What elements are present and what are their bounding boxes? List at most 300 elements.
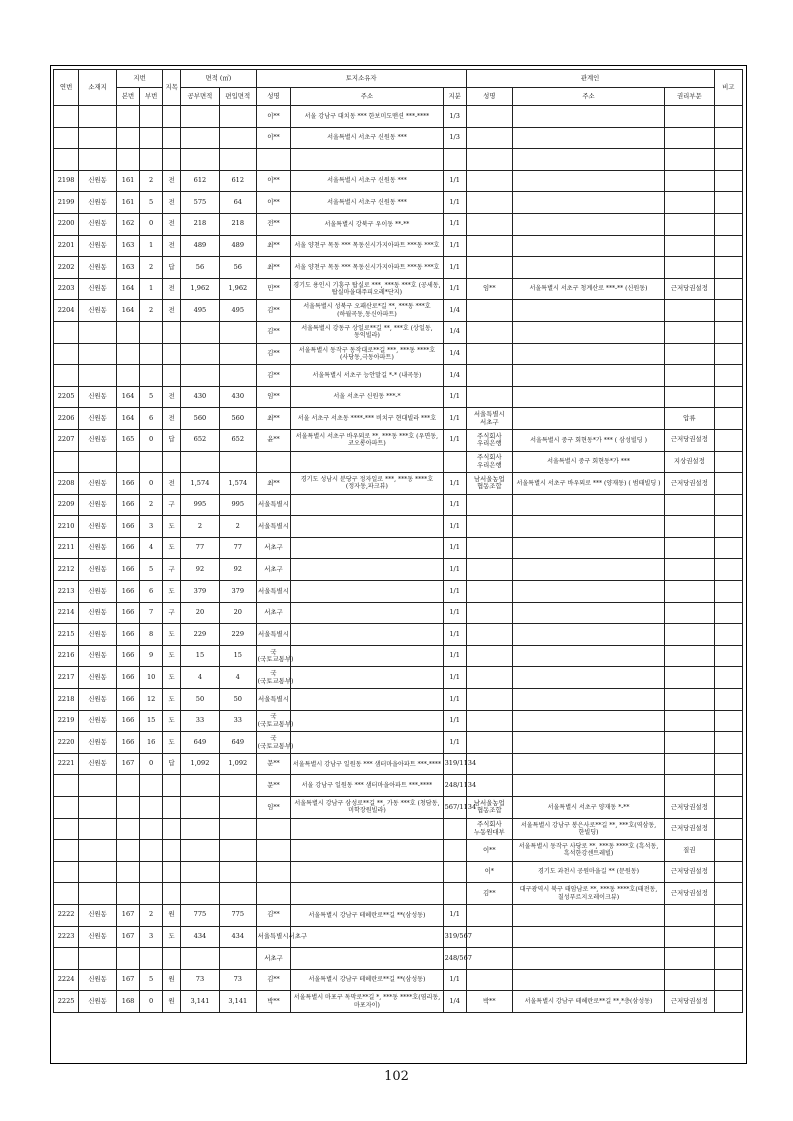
cell-party-address [512, 732, 664, 754]
cell-owner-name: 임** [256, 386, 291, 408]
cell-lot-main: 166 [117, 516, 140, 538]
cell-party-name [466, 386, 512, 408]
cell-land-category: 도 [163, 537, 181, 559]
cell-land-category [163, 321, 181, 343]
cell-remarks [714, 127, 742, 149]
cell-party-right [665, 904, 714, 926]
cell-remarks [714, 559, 742, 581]
cell-remarks [714, 408, 742, 430]
cell-lot-sub: 5 [140, 969, 163, 991]
table-row [54, 645, 743, 667]
table-row [54, 667, 743, 689]
cell-land-category [163, 149, 181, 171]
cell-lot-main: 166 [117, 624, 140, 646]
table-row [54, 386, 743, 408]
cell-land-category: 답 [163, 429, 181, 451]
cell-owner-name: 국(국토교통부) [256, 710, 291, 732]
table-row [54, 581, 743, 603]
cell-owner-address [291, 732, 443, 754]
cell-area-incorporated: 489 [219, 235, 256, 257]
cell-share: 1/4 [443, 343, 466, 365]
cell-area-official [181, 861, 220, 883]
cell-party-right [665, 537, 714, 559]
cell-land-category: 전 [163, 300, 181, 322]
cell-owner-address [291, 689, 443, 711]
header-area: 면적 (㎡) [181, 70, 257, 88]
cell-land-category: 구 [163, 494, 181, 516]
cell-area-official: 1,962 [181, 278, 220, 300]
header-serial: 연번 [54, 70, 79, 106]
cell-land-category [163, 883, 181, 905]
table-row [54, 818, 743, 840]
cell-area-incorporated [219, 797, 256, 819]
cell-party-address [512, 537, 664, 559]
cell-party-right [665, 624, 714, 646]
cell-serial: 2200 [54, 213, 79, 235]
cell-party-name: 주식회사 우리은행 [466, 451, 512, 473]
page-number: 102 [384, 1069, 409, 1084]
cell-area-incorporated: 33 [219, 710, 256, 732]
cell-party-address [512, 904, 664, 926]
cell-area-incorporated [219, 861, 256, 883]
cell-location: 신원동 [79, 753, 117, 775]
cell-lot-sub: 0 [140, 473, 163, 495]
cell-lot-sub [140, 797, 163, 819]
cell-lot-main: 166 [117, 581, 140, 603]
table-row [54, 732, 743, 754]
cell-location [79, 149, 117, 171]
cell-lot-main [117, 775, 140, 797]
cell-land-category: 답 [163, 753, 181, 775]
cell-lot-sub: 10 [140, 667, 163, 689]
cell-party-right [665, 926, 714, 948]
cell-share: 1/4 [443, 991, 466, 1013]
cell-lot-main [117, 127, 140, 149]
cell-remarks [714, 192, 742, 214]
cell-location: 신원동 [79, 689, 117, 711]
cell-area-incorporated: 64 [219, 192, 256, 214]
cell-remarks [714, 883, 742, 905]
cell-area-incorporated: 15 [219, 645, 256, 667]
cell-area-official [181, 106, 220, 128]
cell-area-official: 652 [181, 429, 220, 451]
cell-share: 1/1 [443, 494, 466, 516]
cell-lot-sub: 0 [140, 429, 163, 451]
cell-remarks [714, 904, 742, 926]
cell-land-category: 도 [163, 689, 181, 711]
cell-party-name [466, 106, 512, 128]
cell-share: 1/1 [443, 278, 466, 300]
cell-party-right [665, 581, 714, 603]
cell-owner-name: 김** [256, 904, 291, 926]
cell-location [79, 948, 117, 970]
cell-land-category: 도 [163, 624, 181, 646]
header-area-official: 공부면적 [181, 88, 220, 106]
cell-owner-address: 서울특별시 서초구 신원동 *** [291, 192, 443, 214]
cell-owner-address [291, 516, 443, 538]
cell-party-address: 서울특별시 중구 회현동*가 *** ( 삼성빌딩 ) [512, 429, 664, 451]
cell-party-right [665, 127, 714, 149]
cell-owner-name: 김** [256, 300, 291, 322]
header-party-name: 성명 [466, 88, 512, 106]
cell-remarks [714, 278, 742, 300]
cell-remarks [714, 149, 742, 171]
cell-area-official: 20 [181, 602, 220, 624]
cell-share: 1/4 [443, 300, 466, 322]
cell-share [443, 149, 466, 171]
cell-owner-address: 서울특별시 강남구 삼성로**길 **, 가동 ***호 (청담동,미학장원빌라) [291, 797, 443, 819]
cell-area-incorporated [219, 106, 256, 128]
cell-location: 신원동 [79, 559, 117, 581]
cell-serial: 2219 [54, 710, 79, 732]
cell-land-category: 전 [163, 473, 181, 495]
cell-land-category: 도 [163, 732, 181, 754]
cell-area-incorporated: 1,962 [219, 278, 256, 300]
cell-party-name: 박** [466, 991, 512, 1013]
cell-location [79, 775, 117, 797]
cell-owner-address [291, 451, 443, 473]
cell-party-right: 압류 [665, 408, 714, 430]
cell-area-incorporated: 652 [219, 429, 256, 451]
cell-land-category [163, 775, 181, 797]
cell-land-category [163, 948, 181, 970]
cell-owner-name [256, 840, 291, 862]
cell-lot-main [117, 365, 140, 387]
cell-area-official: 560 [181, 408, 220, 430]
cell-party-address [512, 969, 664, 991]
cell-location [79, 343, 117, 365]
cell-owner-name: 이** [256, 127, 291, 149]
cell-share: 1/1 [443, 732, 466, 754]
cell-lot-sub: 0 [140, 991, 163, 1013]
cell-remarks [714, 494, 742, 516]
table-row [54, 494, 743, 516]
cell-share: 1/1 [443, 213, 466, 235]
cell-party-address [512, 948, 664, 970]
cell-party-name [466, 645, 512, 667]
cell-lot-main [117, 883, 140, 905]
cell-lot-main [117, 797, 140, 819]
cell-party-right: 근저당권설정 [665, 429, 714, 451]
header-lot: 지번 [117, 70, 163, 88]
cell-location [79, 127, 117, 149]
cell-party-address [512, 365, 664, 387]
cell-share: 1/1 [443, 904, 466, 926]
cell-serial [54, 948, 79, 970]
cell-owner-address [291, 926, 443, 948]
cell-remarks [714, 991, 742, 1013]
cell-location [79, 106, 117, 128]
cell-area-incorporated [219, 948, 256, 970]
cell-area-incorporated [219, 321, 256, 343]
cell-lot-main [117, 948, 140, 970]
cell-lot-main [117, 840, 140, 862]
cell-area-official [181, 883, 220, 905]
cell-area-official: 50 [181, 689, 220, 711]
cell-location: 신원동 [79, 926, 117, 948]
cell-area-incorporated: 218 [219, 213, 256, 235]
cell-party-name [466, 343, 512, 365]
cell-serial [54, 149, 79, 171]
cell-location: 신원동 [79, 213, 117, 235]
table-row [54, 991, 743, 1013]
cell-lot-sub: 2 [140, 904, 163, 926]
cell-party-name [466, 300, 512, 322]
cell-serial: 2212 [54, 559, 79, 581]
cell-owner-name: 이** [256, 170, 291, 192]
cell-owner-name: 최** [256, 235, 291, 257]
cell-land-category: 전 [163, 170, 181, 192]
cell-land-category [163, 343, 181, 365]
cell-party-name [466, 257, 512, 279]
cell-remarks [714, 689, 742, 711]
cell-owner-address [291, 559, 443, 581]
cell-share: 1/1 [443, 429, 466, 451]
cell-remarks [714, 473, 742, 495]
cell-area-incorporated [219, 840, 256, 862]
cell-share: 319/567 [443, 926, 466, 948]
cell-party-right [665, 343, 714, 365]
cell-serial: 2213 [54, 581, 79, 603]
cell-lot-main [117, 149, 140, 171]
cell-lot-sub: 6 [140, 408, 163, 430]
cell-remarks [714, 451, 742, 473]
cell-owner-name: 서초구 [256, 948, 291, 970]
cell-location: 신원동 [79, 732, 117, 754]
cell-area-official [181, 797, 220, 819]
cell-remarks [714, 926, 742, 948]
table-row [54, 926, 743, 948]
cell-share: 1/1 [443, 473, 466, 495]
cell-serial: 2214 [54, 602, 79, 624]
cell-location: 신원동 [79, 602, 117, 624]
cell-party-name [466, 127, 512, 149]
cell-lot-sub: 5 [140, 559, 163, 581]
cell-owner-address: 서울특별시 강동구 상일로**길 **, ***호 (상일동,동익빌라) [291, 321, 443, 343]
cell-owner-name: 서울특별시 [256, 581, 291, 603]
cell-remarks [714, 257, 742, 279]
cell-lot-main [117, 818, 140, 840]
header-remarks: 비고 [714, 70, 742, 106]
cell-area-incorporated [219, 818, 256, 840]
cell-owner-address [291, 494, 443, 516]
cell-area-official: 218 [181, 213, 220, 235]
cell-area-official [181, 365, 220, 387]
cell-lot-sub: 6 [140, 581, 163, 603]
cell-remarks [714, 516, 742, 538]
cell-owner-name: 서울특별시 [256, 689, 291, 711]
cell-party-address [512, 170, 664, 192]
table-row [54, 559, 743, 581]
cell-owner-name [256, 861, 291, 883]
cell-party-name: 김** [466, 883, 512, 905]
cell-land-category [163, 106, 181, 128]
cell-serial [54, 106, 79, 128]
cell-remarks [714, 581, 742, 603]
cell-party-address [512, 408, 664, 430]
cell-owner-name: 이** [256, 106, 291, 128]
cell-location: 신원동 [79, 278, 117, 300]
cell-share: 1/1 [443, 408, 466, 430]
table-row [54, 624, 743, 646]
cell-remarks [714, 537, 742, 559]
cell-party-name [466, 969, 512, 991]
cell-location: 신원동 [79, 645, 117, 667]
cell-lot-sub: 3 [140, 926, 163, 948]
cell-owner-address: 서울특별시 성북구 오패산로*길 **, ***동 ***호 (하월곡동,동신아파트) [291, 300, 443, 322]
table-row [54, 429, 743, 451]
cell-lot-sub: 2 [140, 257, 163, 279]
table-row [54, 235, 743, 257]
cell-area-incorporated: 73 [219, 969, 256, 991]
cell-remarks [714, 645, 742, 667]
cell-location: 신원동 [79, 408, 117, 430]
cell-owner-address: 서울특별시 강북구 우이동 **-** [291, 213, 443, 235]
cell-owner-name: 국(국토교통부) [256, 732, 291, 754]
table-row [54, 473, 743, 495]
cell-land-category: 구 [163, 602, 181, 624]
cell-party-address [512, 710, 664, 732]
cell-location: 신원동 [79, 537, 117, 559]
cell-owner-address: 서울특별시 강남구 테헤란로**길 **(삼성동) [291, 904, 443, 926]
cell-party-address [512, 581, 664, 603]
table-row [54, 451, 743, 473]
cell-owner-name: 윤** [256, 429, 291, 451]
cell-party-address [512, 149, 664, 171]
table-row [54, 753, 743, 775]
cell-area-official: 73 [181, 969, 220, 991]
cell-area-official: 379 [181, 581, 220, 603]
cell-area-official: 1,092 [181, 753, 220, 775]
cell-serial: 2211 [54, 537, 79, 559]
cell-area-incorporated: 3,141 [219, 991, 256, 1013]
cell-party-address [512, 926, 664, 948]
cell-lot-main: 166 [117, 732, 140, 754]
cell-land-category: 전 [163, 408, 181, 430]
cell-party-address: 서울특별시 서초구 양재동 *-** [512, 797, 664, 819]
cell-lot-main [117, 861, 140, 883]
cell-party-name: 임** [466, 278, 512, 300]
cell-lot-main: 166 [117, 710, 140, 732]
cell-serial [54, 775, 79, 797]
cell-area-incorporated: 4 [219, 667, 256, 689]
cell-owner-address: 서울특별시 서초구 바우뫼로 **, ***동 ***호 (우면동, 코오롱아파트) [291, 429, 443, 451]
cell-serial [54, 343, 79, 365]
cell-party-right [665, 732, 714, 754]
cell-area-incorporated: 995 [219, 494, 256, 516]
cell-lot-sub [140, 948, 163, 970]
cell-owner-address: 경기도 용인시 기흥구 탑실로 ***, ***동 ***호 (공세동,탑실마을대주피오레*단지) [291, 278, 443, 300]
cell-serial [54, 883, 79, 905]
cell-party-right [665, 170, 714, 192]
cell-area-incorporated: 92 [219, 559, 256, 581]
cell-remarks [714, 775, 742, 797]
cell-owner-address [291, 667, 443, 689]
cell-area-official: 1,574 [181, 473, 220, 495]
cell-remarks [714, 386, 742, 408]
cell-party-name: 주식회사 누동원대부 [466, 818, 512, 840]
cell-owner-address: 서울특별시 서초구 신원동 *** [291, 127, 443, 149]
cell-party-right [665, 969, 714, 991]
table-row [54, 106, 743, 128]
cell-area-official: 2 [181, 516, 220, 538]
cell-land-category: 답 [163, 257, 181, 279]
cell-share: 567/1134 [443, 797, 466, 819]
cell-share: 1/4 [443, 321, 466, 343]
cell-party-right [665, 257, 714, 279]
cell-owner-address: 서울 서초구 서초동 ****-*** 비치구 현대빌라 ***호 [291, 408, 443, 430]
cell-party-right: 질권 [665, 840, 714, 862]
cell-land-category: 구 [163, 559, 181, 581]
cell-area-incorporated: 77 [219, 537, 256, 559]
cell-party-address [512, 257, 664, 279]
table-row [54, 904, 743, 926]
cell-area-official: 3,141 [181, 991, 220, 1013]
cell-party-address [512, 321, 664, 343]
cell-lot-main [117, 451, 140, 473]
cell-owner-name: 서초구 [256, 559, 291, 581]
cell-share: 1/1 [443, 516, 466, 538]
cell-lot-sub [140, 883, 163, 905]
cell-owner-address: 서울특별시 강남구 일원동 *** 샘터마을아파트 ***-**** [291, 753, 443, 775]
table-row [54, 775, 743, 797]
cell-land-category: 전 [163, 278, 181, 300]
cell-lot-main: 168 [117, 991, 140, 1013]
table-row [54, 861, 743, 883]
cell-area-official [181, 775, 220, 797]
cell-party-right [665, 494, 714, 516]
cell-area-official: 649 [181, 732, 220, 754]
cell-party-name [466, 537, 512, 559]
cell-owner-name: 문** [256, 775, 291, 797]
cell-owner-address [291, 710, 443, 732]
cell-party-name [466, 149, 512, 171]
cell-serial [54, 321, 79, 343]
cell-remarks [714, 321, 742, 343]
cell-area-official [181, 451, 220, 473]
cell-party-address [512, 127, 664, 149]
cell-owner-name: 임** [256, 797, 291, 819]
cell-area-official [181, 321, 220, 343]
cell-party-right [665, 775, 714, 797]
cell-lot-sub: 2 [140, 170, 163, 192]
cell-location: 신원동 [79, 386, 117, 408]
cell-area-incorporated [219, 451, 256, 473]
cell-party-right: 근저당권설정 [665, 473, 714, 495]
cell-location: 신원동 [79, 710, 117, 732]
cell-remarks [714, 753, 742, 775]
cell-land-category [163, 365, 181, 387]
header-owner-name: 성명 [256, 88, 291, 106]
cell-area-official: 92 [181, 559, 220, 581]
cell-owner-name: 국(국토교통부) [256, 667, 291, 689]
cell-party-right [665, 235, 714, 257]
cell-party-name [466, 689, 512, 711]
cell-area-incorporated: 379 [219, 581, 256, 603]
cell-serial: 2218 [54, 689, 79, 711]
cell-share: 1/1 [443, 192, 466, 214]
cell-party-address: 경기도 과천시 공원마을길 ** (문원동) [512, 861, 664, 883]
cell-serial: 2225 [54, 991, 79, 1013]
cell-party-name: 주식회사 우리은행 [466, 429, 512, 451]
cell-lot-sub: 0 [140, 753, 163, 775]
cell-party-right [665, 106, 714, 128]
cell-owner-address [291, 581, 443, 603]
cell-party-address [512, 645, 664, 667]
cell-party-right [665, 667, 714, 689]
cell-party-name [466, 926, 512, 948]
cell-remarks [714, 948, 742, 970]
